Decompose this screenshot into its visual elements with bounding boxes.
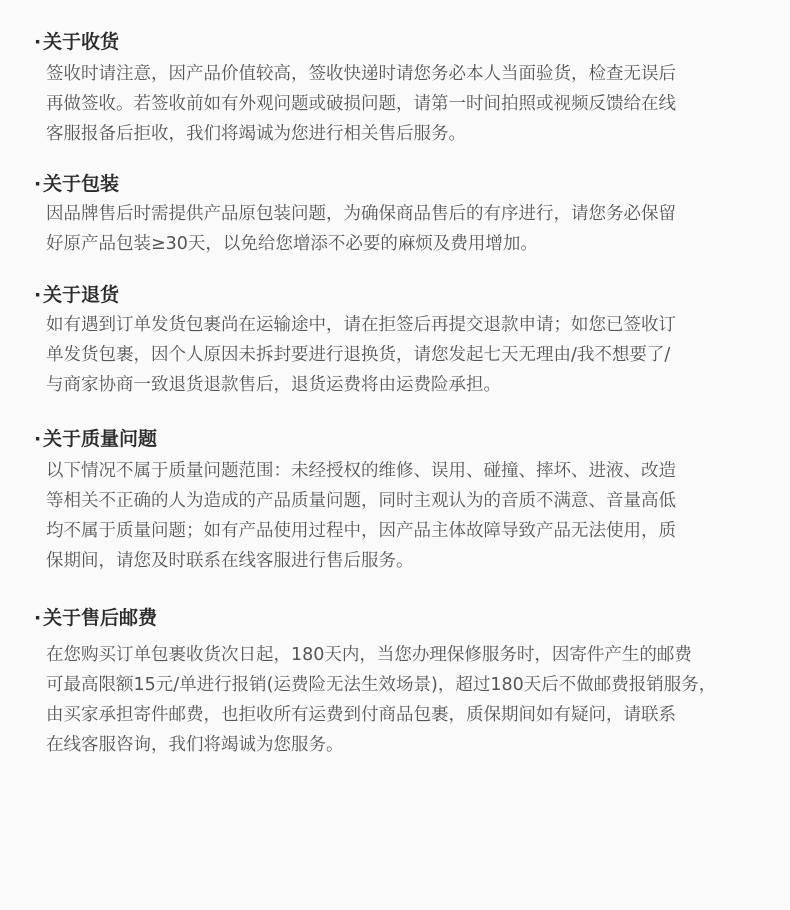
heading-text: 关于质量问题 (43, 428, 158, 450)
heading-text: 关于退货 (43, 284, 120, 306)
bullet-dot: · (34, 284, 42, 306)
section-body (46, 456, 786, 576)
section-heading (34, 169, 119, 199)
section-body (46, 310, 786, 400)
body-line: 等相关不正确的人为造成的产品质量问题，同时主观认为的音质不满意、音量高低 (46, 491, 676, 511)
heading-text: 关于包装 (43, 173, 120, 195)
body-line: 好原产品包装≥30天，以免给您增添不必要的麻烦及费用增加。 (46, 234, 538, 254)
body-line: 如有遇到订单发货包裹尚在运输途中，请在拒签后再提交退款申请；如您已签收订 (46, 315, 676, 335)
section-body (46, 59, 786, 149)
body-line: 单发货包裹，因个人原因未拆封要进行退换货，请您发起七天无理由/我不想要了/ (46, 345, 671, 365)
heading-text: 关于售后邮费 (43, 607, 158, 629)
section-body (46, 640, 786, 760)
body-line: 可最高限额15元/单进行报销(运费险无法生效场景)，超过180天后不做邮费报销服务， (46, 675, 717, 695)
body-line: 以下情况不属于质量问题范围：未经授权的维修、误用、碰撞、摔坏、进液、改造 (46, 461, 676, 481)
section-heading (34, 424, 157, 454)
body-line: 由买家承担寄件邮费，也拒收所有运费到付商品包裹，质保期间如有疑问，请联系 (46, 705, 676, 725)
section-heading (34, 280, 119, 310)
section-body (46, 199, 786, 259)
section-heading (34, 27, 119, 57)
heading-text: 关于收货 (43, 31, 120, 53)
bullet-dot: · (34, 607, 42, 629)
body-line: 再做签收。若签收前如有外观问题或破损问题，请第一时间拍照或视频反馈给在线 (46, 94, 676, 114)
body-line: 保期间，请您及时联系在线客服进行售后服务。 (46, 551, 414, 571)
body-line: 在线客服咨询，我们将竭诚为您服务。 (46, 735, 344, 755)
body-line: 因品牌售后时需提供产品原包装问题，为确保商品售后的有序进行，请您务必保留 (46, 204, 676, 224)
body-line: 签收时请注意，因产品价值较高，签收快递时请您务必本人当面验货，检查无误后 (46, 64, 676, 84)
body-line: 在您购买订单包裹收货次日起，180天内，当您办理保修服务时，因寄件产生的邮费 (46, 645, 692, 665)
bullet-dot: · (34, 173, 42, 195)
bullet-dot: · (34, 31, 42, 53)
body-line: 均不属于质量问题；如有产品使用过程中，因产品主体故障导致产品无法使用，质 (46, 521, 676, 541)
body-line: 客服报备后拒收，我们将竭诚为您进行相关售后服务。 (46, 124, 466, 144)
body-line: 与商家协商一致退货退款售后，退货运费将由运费险承担。 (46, 375, 501, 395)
section-heading (34, 603, 157, 633)
bullet-dot: · (34, 428, 42, 450)
